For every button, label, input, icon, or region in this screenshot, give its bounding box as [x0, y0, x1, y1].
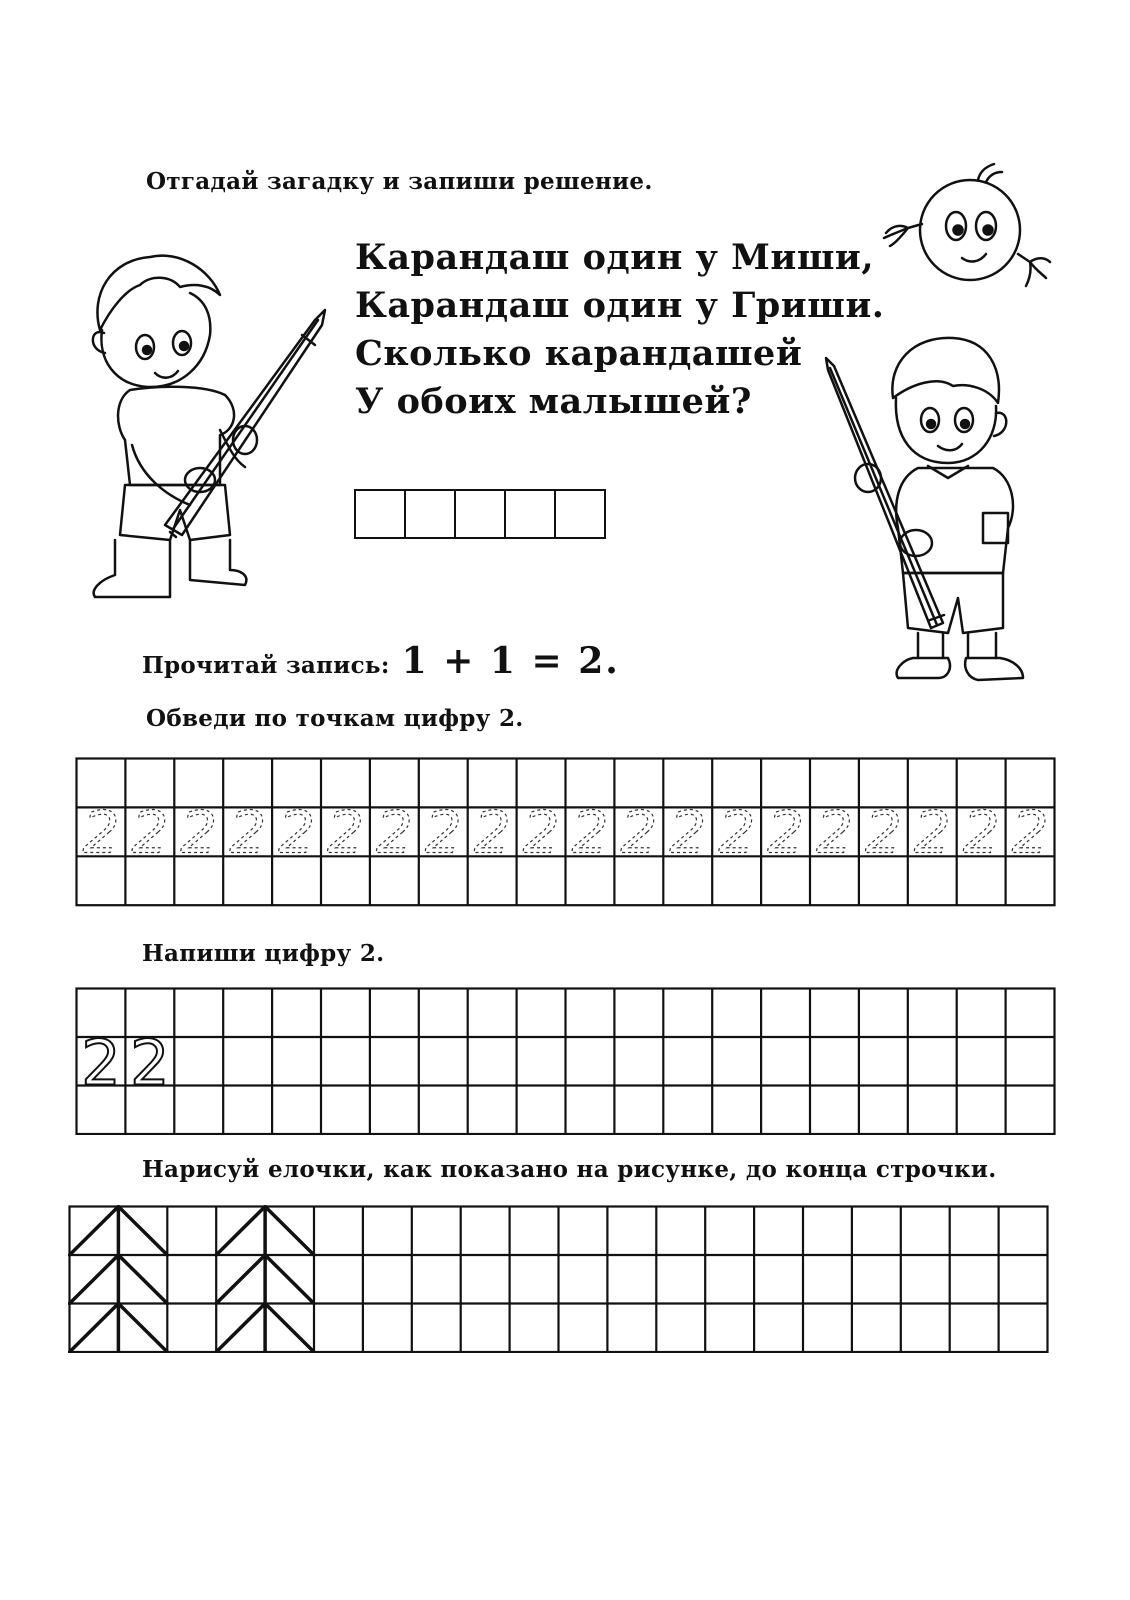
read-record-instruction: Прочитай запись: [142, 652, 390, 679]
riddle-line: Карандаш один у Гриши. [355, 285, 885, 326]
write-digit-grid[interactable] [75, 987, 1057, 1135]
dotted-digit: 2 [767, 798, 805, 867]
dotted-digit: 2 [620, 798, 658, 867]
dotted-digit: 2 [815, 798, 853, 867]
answer-cell[interactable] [506, 491, 556, 537]
trace-instruction: Обведи по точкам цифру 2. [146, 705, 524, 732]
riddle-text [355, 234, 884, 426]
answer-cell[interactable] [406, 491, 456, 537]
answer-boxes[interactable] [354, 489, 606, 539]
dotted-digit: 2 [278, 798, 316, 867]
dotted-digit: 2 [326, 798, 364, 867]
read-record-line [142, 640, 620, 682]
riddle-instruction: Отгадай загадку и запиши решение. [146, 168, 653, 195]
sample-digit: 2 [130, 1026, 170, 1100]
riddle-line: Сколько карандашей [355, 333, 803, 374]
draw-trees-instruction: Нарисуй елочки, как показано на рисунке, до конца строчки. [142, 1156, 997, 1183]
tree-drawing [70, 1207, 168, 1353]
dotted-digit: 2 [669, 798, 707, 867]
dotted-digit: 2 [82, 798, 120, 867]
dotted-digit: 2 [424, 798, 462, 867]
trace-digit-grid[interactable] [75, 757, 1057, 907]
dotted-digit: 2 [718, 798, 756, 867]
smiling-ball-icon [878, 158, 1058, 293]
answer-cell[interactable] [356, 491, 406, 537]
answer-cell[interactable] [456, 491, 506, 537]
dotted-digit: 2 [131, 798, 169, 867]
riddle-line: У обоих малышей? [355, 381, 752, 422]
dotted-digit: 2 [962, 798, 1000, 867]
dotted-digit: 2 [571, 798, 609, 867]
dotted-digit: 2 [375, 798, 413, 867]
boy-with-pencil-icon [70, 235, 340, 610]
tree-drawing [216, 1207, 314, 1353]
dotted-digit: 2 [913, 798, 951, 867]
riddle-line: Карандаш один у Миши, [355, 237, 875, 278]
draw-trees-grid[interactable] [68, 1205, 1050, 1353]
dotted-digit: 2 [229, 798, 267, 867]
grid-lines [77, 989, 1055, 1135]
dotted-digit: 2 [473, 798, 511, 867]
write-instruction: Напиши цифру 2. [142, 940, 385, 967]
sample-digit: 2 [81, 1026, 121, 1100]
grid-lines [70, 1207, 1048, 1353]
answer-cell[interactable] [556, 491, 604, 537]
dotted-digit: 2 [1011, 798, 1049, 867]
dotted-digit: 2 [522, 798, 560, 867]
dotted-digit: 2 [180, 798, 218, 867]
grid-lines [77, 759, 1055, 906]
equation: 1 + 1 = 2. [401, 640, 620, 682]
dotted-digit: 2 [864, 798, 902, 867]
boy-with-pencil-icon [818, 328, 1058, 693]
